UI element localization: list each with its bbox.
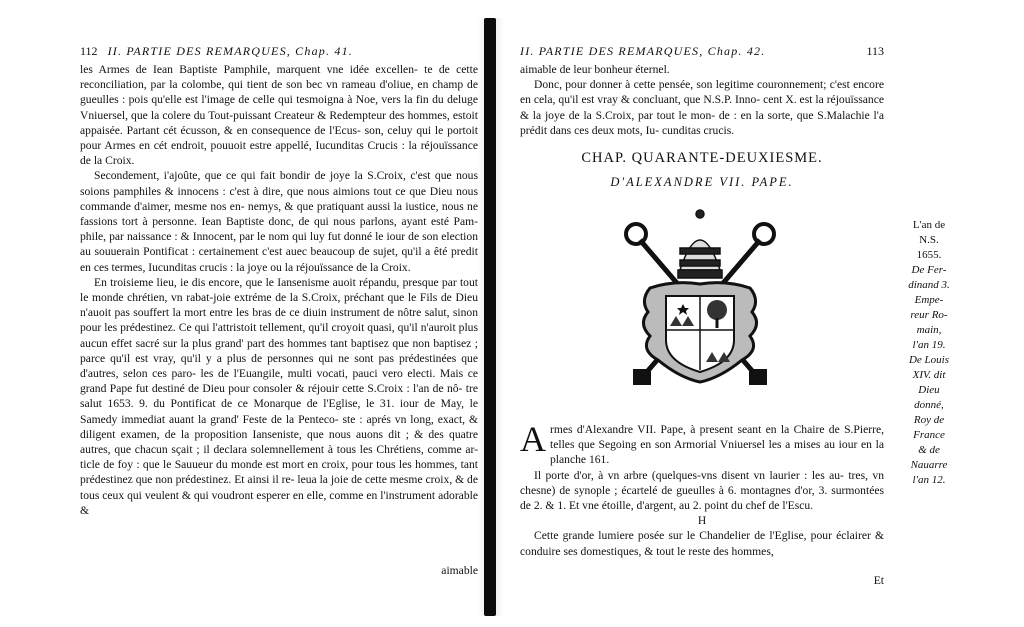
left-page-number: 112 xyxy=(80,44,98,58)
left-running-head-text: II. PARTIE DES REMARQUES, Chap. 41. xyxy=(107,44,353,58)
right-bottom-text xyxy=(520,419,884,559)
margin-note-line: & de xyxy=(918,444,940,456)
margin-note-line: donné, xyxy=(914,399,944,411)
margin-note-line: Dieu xyxy=(918,384,940,396)
margin-note-line: l'an 12. xyxy=(912,474,946,486)
chapter-subtitle: D'ALEXANDRE VII. PAPE. xyxy=(610,175,794,189)
margin-note xyxy=(894,218,964,488)
right-bottom-paragraph-2: Il porte d'or, à vn arbre (quelques-vns disent vn laurier : les au- tres, vn chesne) de synople ; écartelé de gueulles à 6. montagnes d'or, 3. surmontées de 2. & 1. Et vne étoille, d'argent, au 2. point du chef de l'Escu. xyxy=(520,468,884,513)
left-running-head xyxy=(80,44,478,59)
margin-note-line: l'an 19. xyxy=(912,339,946,351)
margin-note-line: reur Ro- xyxy=(910,309,948,321)
signature-mark: H xyxy=(697,514,707,528)
right-page-number: 113 xyxy=(866,44,884,58)
margin-note-line: Roy de xyxy=(913,414,945,426)
right-catchword: Et xyxy=(873,574,884,587)
left-paragraph-2: Secondement, i'ajoûte, que ce qui fait bondir de joye la S.Croix, c'est que nous soions pamphiles & innocens : c'est à dire, que nous aimions tout ce que Dieu nous commande d'aimer, mesme nos en- nemys, & que pratiquant aussi la iustice, nous ne fassions tort à personne. Iean Baptiste donc, de qui nous parlons, ayant esté Pam- phile, par naissance : & Innocent, par le nom qui luy fut donné le iour de son election au souuerain Pontificat : certainement c'est auec beaucoup de sujet, qu'il a êté predit en ces termes, Iucunditas crucis : la joye ou la réjouïssance de la Croix. xyxy=(80,169,478,274)
left-paragraph-1: les Armes de Iean Baptiste Pamphile, marquent vne idée excellen- te de cette reconciliation, par la colombe, qui tient de son bec vn rameau d'oliue, en champ de gueulles : pois qu'elle est l'image de celle qui tesmoigna à Noe, vers la fin du deluge Vniuersel, que la colere du Tout-puissant Createur & Redempteur des hommes, estoit appaisée. Partant cét écusson, & en consequence de l'Ecus- son, celuy qui le portoit pour Armes en cét endroit, pouuoit estre appellé, Iucunditas Crucis : la réjouïssance de la Croix. xyxy=(80,63,478,168)
drop-cap: A xyxy=(520,419,546,459)
left-page xyxy=(80,0,478,627)
margin-note-line: XIV. dit xyxy=(912,369,946,381)
margin-note-line: 1655. xyxy=(916,249,942,261)
margin-note-line: De Louis xyxy=(908,354,950,366)
book-spine xyxy=(484,18,496,616)
margin-note-line: De Fer- xyxy=(911,264,947,276)
right-running-head-text: II. PARTIE DES REMARQUES, Chap. 42. xyxy=(520,44,766,58)
left-catchword: aimable xyxy=(441,564,478,577)
margin-note-line: N.S. xyxy=(919,234,939,246)
chapter-title: CHAP. QUARANTE-DEUXIESME. xyxy=(581,150,823,166)
left-paragraph-3: En troisieme lieu, ie dis encore, que le Iansenisme auoit répandu, presque par tout le monde chrétien, vn rabat-joie extréme de la S.Croix, préchant que le Fils de Dieu n'auoit pas souffert la mort entre les bras de ce diuin instrument de nôtre salut, sinon pour les prédestinez. Ce qui l'attristoit tellement, qu'il croyoit quasi, qu'il n'auroit plus aucun effet sacré sur la plus grand' part des hommes tant baptisez que non baptisez ; parce qu'il est vray, qu'il y a plus de personnes qui ne sont pas prédestinées que d'autres, selon ces paro- les de l'Euangile, multi vocati, pauci vero electi. Mais ce grand Pape fut destiné de Dieu pour consoler & réjouir cette S.Croix : l'an de nô- tre salut 1653. 9. du Pontificat de ce Monarque de l'Eglise, le 31. iour de May, le Samedy immediat auant la grand' Feste de la Penteco- ste : aprés vn long, exact, & diligent examen, de la proposition Ianseniste, que nous auons dit ; & des quatre autres, que chacun sçait ; il declara solemnellement à tous les Chrétiens, comme ar- ticle de foy : que le Sauueur du monde est mort en croix, pour tous les hommes, tant prédestinez que non prédestinez. Et ainsi il re- leua la joie de cette mesme croix, & de tous ceux qui veulent & qui voudront esperer en elle, comme en l'instrument adorable & xyxy=(80,275,478,517)
right-top-paragraph-2: Donc, pour donner à cette pensée, son legitime couronnement; c'est encore en cela, qu'il est vray & concluant, que N.S.P. Inno- cent X. est la réjouïssance & la joye de la S.Croix, par tout le mon- de : en la sorte, que S.Malachie l'a prédit dans ces deux mots, Iu- cunditas crucis. xyxy=(520,78,884,137)
right-bottom-paragraph-3: Cette grande lumiere posée sur le Chandelier de l'Eglise, pour éclairer & conduire ses domestiques, & tout le reste des hommes, xyxy=(520,529,884,558)
margin-note-line: dinand 3. xyxy=(908,279,950,291)
right-bottom-paragraph-1: Armes d'Alexandre VII. Pape, à present seant en la Chaire de S.Pierre, telles que Segoing en son Armorial Vniuersel les a mises au iour en la planche 161. xyxy=(520,419,884,467)
margin-note-line: main, xyxy=(916,324,942,336)
margin-note-line: Empe- xyxy=(914,294,944,306)
papal-coat-of-arms-icon xyxy=(610,200,790,410)
right-top-text xyxy=(520,62,884,138)
margin-note-line: L'an de xyxy=(912,219,946,231)
left-body-text xyxy=(80,62,478,518)
right-page xyxy=(520,0,884,627)
margin-note-line: Nauarre xyxy=(910,459,948,471)
margin-note-line: France xyxy=(913,429,945,441)
right-running-head xyxy=(520,44,884,59)
right-top-paragraph-1: aimable de leur bonheur éternel. xyxy=(520,63,670,76)
